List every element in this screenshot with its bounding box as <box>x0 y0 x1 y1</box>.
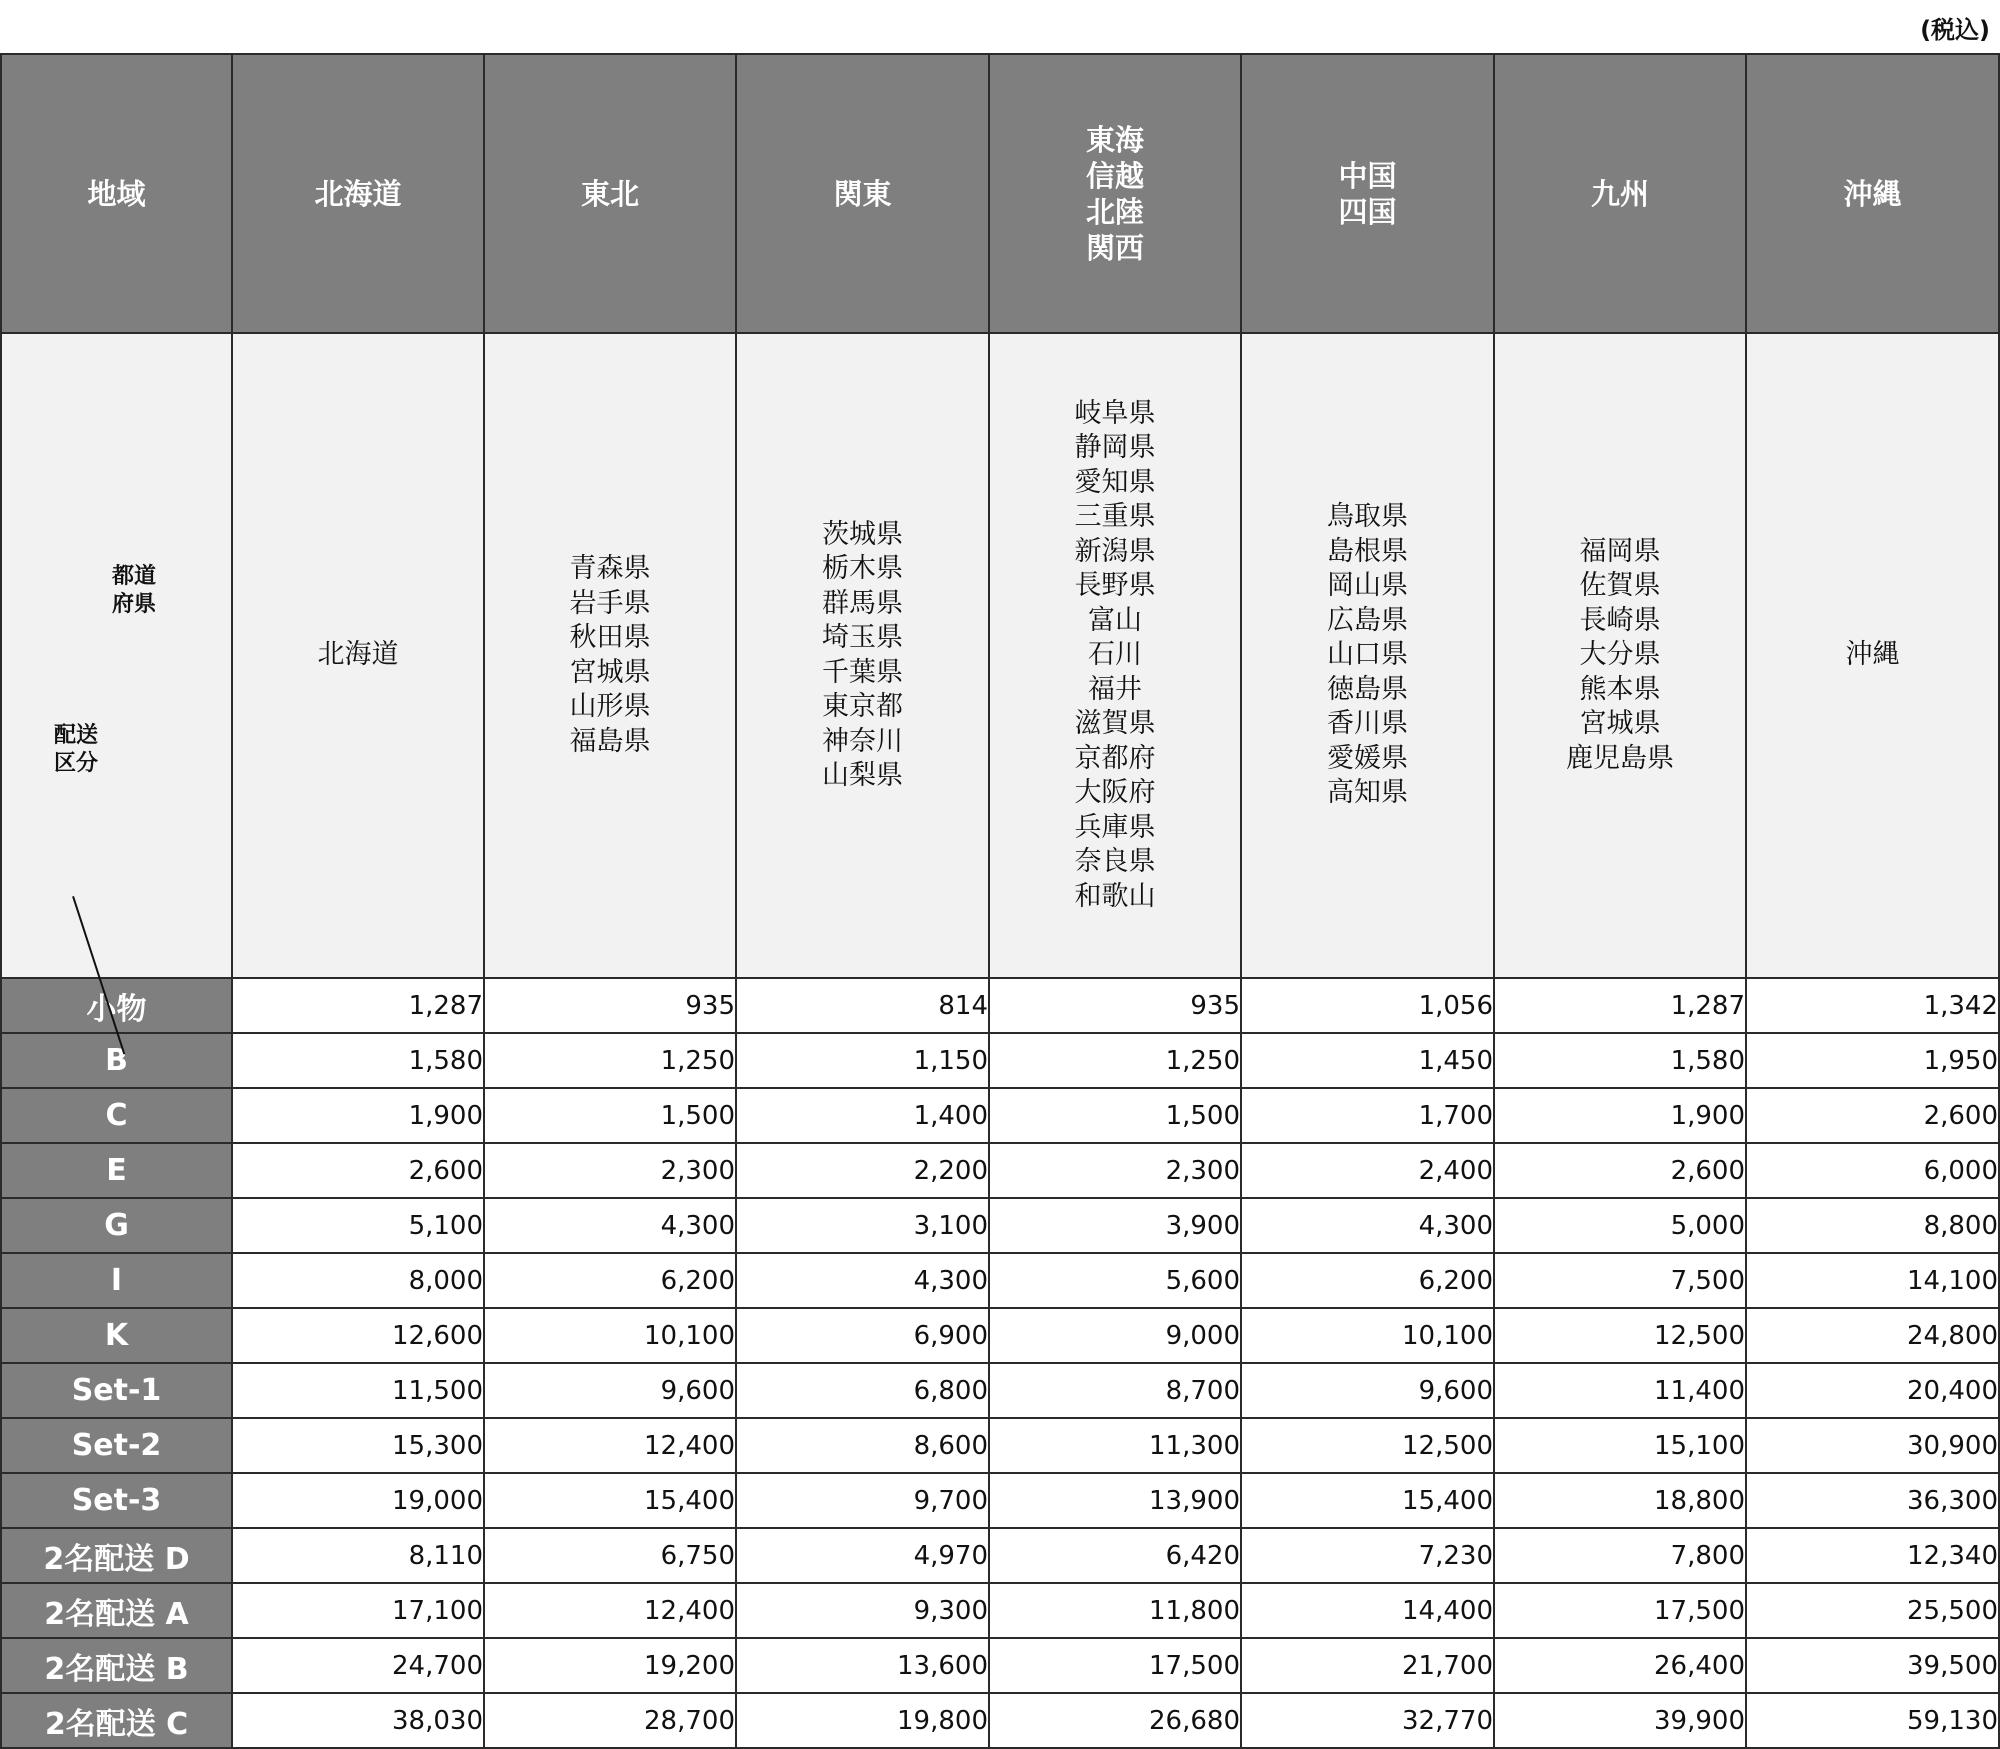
text-line: 信越 <box>1085 158 1144 193</box>
text-line: 沖縄 <box>1845 639 1900 671</box>
price-cell: 8,000 <box>232 1253 484 1308</box>
price-cell: 12,500 <box>1241 1418 1494 1473</box>
price-cell: 11,500 <box>232 1363 484 1418</box>
price-cell: 9,000 <box>989 1308 1241 1363</box>
delivery-class-label: 2名配送 C <box>1 1693 232 1748</box>
price-cell: 1,500 <box>484 1088 736 1143</box>
price-cell: 1,580 <box>1494 1033 1746 1088</box>
text-line: 東海 <box>1085 122 1144 157</box>
text-line: 静岡県 <box>1074 432 1156 464</box>
delivery-class-label: Set-3 <box>1 1473 232 1528</box>
price-cell: 38,030 <box>232 1693 484 1748</box>
delivery-class-label: Set-1 <box>1 1363 232 1418</box>
price-cell: 11,800 <box>989 1583 1241 1638</box>
price-cell: 19,200 <box>484 1638 736 1693</box>
price-cell: 17,500 <box>1494 1583 1746 1638</box>
text-line: 秋田県 <box>569 622 651 653</box>
price-cell: 2,600 <box>1746 1088 1999 1143</box>
region-header <box>736 54 989 333</box>
price-cell: 17,500 <box>989 1638 1241 1693</box>
price-cell: 26,400 <box>1494 1638 1746 1693</box>
price-cell: 6,200 <box>1241 1253 1494 1308</box>
text-line: 岡山県 <box>1327 570 1408 602</box>
text-line: 愛媛県 <box>1327 742 1408 774</box>
price-cell: 24,800 <box>1746 1308 1999 1363</box>
price-cell: 6,200 <box>484 1253 736 1308</box>
text-line: 島根県 <box>1327 535 1408 567</box>
prefecture-axis-label <box>112 563 156 619</box>
price-cell: 5,600 <box>989 1253 1241 1308</box>
price-cell: 4,300 <box>1241 1198 1494 1253</box>
prefecture-list <box>1241 333 1494 978</box>
price-cell: 1,450 <box>1241 1033 1494 1088</box>
price-cell: 1,500 <box>989 1088 1241 1143</box>
text-line: 関西 <box>1085 230 1144 265</box>
text-line: 埼玉県 <box>822 622 903 653</box>
text-line: 府県 <box>112 592 157 617</box>
text-line: 福井 <box>1088 673 1142 705</box>
text-line: 鳥取県 <box>1327 501 1408 533</box>
price-cell: 6,000 <box>1746 1143 1999 1198</box>
price-cell: 18,800 <box>1494 1473 1746 1528</box>
price-cell: 1,287 <box>232 978 484 1033</box>
rate-row <box>1 1528 1999 1583</box>
text-line: 滋賀県 <box>1074 708 1156 740</box>
text-line: 群馬県 <box>822 587 903 619</box>
text-line: 茨城県 <box>822 518 903 550</box>
price-cell: 7,500 <box>1494 1253 1746 1308</box>
price-cell: 24,700 <box>232 1638 484 1693</box>
corner-cell <box>1 333 232 978</box>
price-cell: 19,000 <box>232 1473 484 1528</box>
region-header <box>989 54 1241 333</box>
price-cell: 8,700 <box>989 1363 1241 1418</box>
price-cell: 15,300 <box>232 1418 484 1473</box>
delivery-class-label: B <box>1 1033 232 1088</box>
delivery-class-label: G <box>1 1198 232 1253</box>
delivery-class-label: 2名配送 B <box>1 1638 232 1693</box>
price-cell: 1,400 <box>736 1088 989 1143</box>
delivery-class-label: Set-2 <box>1 1418 232 1473</box>
price-cell: 39,900 <box>1494 1693 1746 1748</box>
rate-row <box>1 1363 1999 1418</box>
rate-row <box>1 1143 1999 1198</box>
text-line: 山口県 <box>1327 639 1408 671</box>
rate-row <box>1 1693 1999 1748</box>
text-line: 北海道 <box>317 639 399 671</box>
text-line: 北海道 <box>314 176 402 211</box>
text-line: 徳島県 <box>1327 673 1408 705</box>
rate-row <box>1 1253 1999 1308</box>
price-cell: 12,600 <box>232 1308 484 1363</box>
price-cell: 1,900 <box>232 1088 484 1143</box>
text-line: 三重県 <box>1074 501 1156 533</box>
price-cell: 20,400 <box>1746 1363 1999 1418</box>
price-cell: 9,300 <box>736 1583 989 1638</box>
price-cell: 7,800 <box>1494 1528 1746 1583</box>
price-cell: 3,900 <box>989 1198 1241 1253</box>
price-cell: 15,400 <box>1241 1473 1494 1528</box>
delivery-class-axis-label <box>54 722 98 778</box>
text-line: 神奈川 <box>822 725 903 757</box>
price-cell: 32,770 <box>1241 1693 1494 1748</box>
prefecture-list <box>484 333 736 978</box>
price-cell: 17,100 <box>232 1583 484 1638</box>
text-line: 宮城県 <box>569 656 651 688</box>
price-cell: 28,700 <box>484 1693 736 1748</box>
text-line: 都道 <box>112 564 157 589</box>
text-line: 鹿児島県 <box>1566 742 1674 774</box>
prefecture-list <box>1746 333 1999 978</box>
text-line: 佐賀県 <box>1579 570 1661 602</box>
price-cell: 9,600 <box>1241 1363 1494 1418</box>
delivery-class-label: K <box>1 1308 232 1363</box>
text-line: 大阪府 <box>1074 777 1156 809</box>
price-cell: 11,300 <box>989 1418 1241 1473</box>
text-line: 山形県 <box>569 691 651 722</box>
text-line: 奈良県 <box>1074 846 1156 878</box>
region-header <box>484 54 736 333</box>
rate-row <box>1 1308 1999 1363</box>
price-cell: 12,500 <box>1494 1308 1746 1363</box>
price-cell: 3,100 <box>736 1198 989 1253</box>
region-header-corner: 地域 <box>1 54 232 333</box>
price-cell: 814 <box>736 978 989 1033</box>
rate-row <box>1 1198 1999 1253</box>
text-line: 大分県 <box>1579 639 1661 671</box>
price-cell: 30,900 <box>1746 1418 1999 1473</box>
rate-row <box>1 1638 1999 1693</box>
price-cell: 1,700 <box>1241 1088 1494 1143</box>
price-cell: 8,110 <box>232 1528 484 1583</box>
price-cell: 2,600 <box>232 1143 484 1198</box>
price-cell: 1,287 <box>1494 978 1746 1033</box>
text-line: 富山 <box>1088 604 1142 636</box>
rate-row <box>1 1473 1999 1528</box>
price-cell: 4,970 <box>736 1528 989 1583</box>
price-cell: 1,950 <box>1746 1033 1999 1088</box>
prefecture-list <box>989 333 1241 978</box>
price-cell: 1,900 <box>1494 1088 1746 1143</box>
prefecture-list <box>232 333 484 978</box>
price-cell: 7,230 <box>1241 1528 1494 1583</box>
price-cell: 12,340 <box>1746 1528 1999 1583</box>
price-cell: 4,300 <box>484 1198 736 1253</box>
prefecture-list <box>1494 333 1746 978</box>
rate-row <box>1 1088 1999 1143</box>
text-line: 福岡県 <box>1579 535 1661 567</box>
price-cell: 2,400 <box>1241 1143 1494 1198</box>
text-line: 千葉県 <box>822 656 903 688</box>
region-header <box>1241 54 1494 333</box>
delivery-class-label: 2名配送 D <box>1 1528 232 1583</box>
text-line: 北陸 <box>1085 194 1144 229</box>
rate-row <box>1 1583 1999 1638</box>
price-cell: 1,250 <box>484 1033 736 1088</box>
rate-row <box>1 1033 1999 1088</box>
text-line: 長崎県 <box>1579 604 1661 636</box>
text-line: 沖縄 <box>1843 176 1902 211</box>
text-line: 四国 <box>1338 194 1397 229</box>
price-cell: 6,900 <box>736 1308 989 1363</box>
price-cell: 10,100 <box>1241 1308 1494 1363</box>
price-cell: 4,300 <box>736 1253 989 1308</box>
price-cell: 1,342 <box>1746 978 1999 1033</box>
price-cell: 26,680 <box>989 1693 1241 1748</box>
price-cell: 25,500 <box>1746 1583 1999 1638</box>
text-line: 東北 <box>580 176 639 211</box>
text-line: 福島県 <box>569 725 651 757</box>
price-cell: 1,580 <box>232 1033 484 1088</box>
price-cell: 21,700 <box>1241 1638 1494 1693</box>
prefecture-row <box>1 333 1999 978</box>
price-cell: 9,600 <box>484 1363 736 1418</box>
text-line: 高知県 <box>1327 777 1408 809</box>
price-cell: 9,700 <box>736 1473 989 1528</box>
price-cell: 6,750 <box>484 1528 736 1583</box>
text-line: 香川県 <box>1327 708 1408 740</box>
prefecture-list <box>736 333 989 978</box>
price-cell: 19,800 <box>736 1693 989 1748</box>
text-line: 新潟県 <box>1074 535 1156 567</box>
text-line: 宮城県 <box>1579 708 1661 740</box>
text-line: 九州 <box>1590 176 1649 211</box>
delivery-class-label: I <box>1 1253 232 1308</box>
rate-row <box>1 1418 1999 1473</box>
text-line: 京都府 <box>1074 742 1156 774</box>
text-line: 広島県 <box>1327 604 1408 636</box>
price-cell: 935 <box>484 978 736 1033</box>
region-header <box>1746 54 1999 333</box>
price-cell: 59,130 <box>1746 1693 1999 1748</box>
price-cell: 8,600 <box>736 1418 989 1473</box>
price-cell: 6,420 <box>989 1528 1241 1583</box>
price-cell: 2,300 <box>989 1143 1241 1198</box>
text-line: 和歌山 <box>1074 880 1156 912</box>
price-cell: 12,400 <box>484 1583 736 1638</box>
text-line: 熊本県 <box>1579 673 1661 705</box>
text-line: 石川 <box>1088 639 1142 671</box>
delivery-class-label: E <box>1 1143 232 1198</box>
text-line: 長野県 <box>1074 570 1156 602</box>
price-cell: 10,100 <box>484 1308 736 1363</box>
shipping-rate-table <box>0 53 2000 1749</box>
text-line: 関東 <box>833 176 892 211</box>
delivery-class-label: 2名配送 A <box>1 1583 232 1638</box>
price-cell: 6,800 <box>736 1363 989 1418</box>
text-line: 岐阜県 <box>1074 397 1156 429</box>
region-header-row <box>1 54 1999 333</box>
price-cell: 935 <box>989 978 1241 1033</box>
price-cell: 1,056 <box>1241 978 1494 1033</box>
text-line: 愛知県 <box>1074 466 1156 498</box>
price-cell: 13,900 <box>989 1473 1241 1528</box>
region-header <box>1494 54 1746 333</box>
price-cell: 2,600 <box>1494 1143 1746 1198</box>
text-line: 兵庫県 <box>1074 811 1156 843</box>
text-line: 栃木県 <box>822 553 903 584</box>
region-header <box>232 54 484 333</box>
price-cell: 2,300 <box>484 1143 736 1198</box>
price-cell: 15,100 <box>1494 1418 1746 1473</box>
price-cell: 14,100 <box>1746 1253 1999 1308</box>
delivery-class-label: 小物 <box>1 978 232 1033</box>
text-line: 中国 <box>1338 158 1397 193</box>
price-cell: 36,300 <box>1746 1473 1999 1528</box>
price-cell: 15,400 <box>484 1473 736 1528</box>
text-line: 配送 <box>54 723 99 748</box>
price-cell: 8,800 <box>1746 1198 1999 1253</box>
text-line: 青森県 <box>569 553 651 584</box>
text-line: 岩手県 <box>569 587 651 619</box>
text-line: 山梨県 <box>822 760 903 791</box>
price-cell: 2,200 <box>736 1143 989 1198</box>
price-cell: 1,250 <box>989 1033 1241 1088</box>
delivery-class-label: C <box>1 1088 232 1143</box>
price-cell: 14,400 <box>1241 1583 1494 1638</box>
price-cell: 5,000 <box>1494 1198 1746 1253</box>
text-line: 区分 <box>54 751 99 776</box>
price-cell: 5,100 <box>232 1198 484 1253</box>
rate-row <box>1 978 1999 1033</box>
price-cell: 11,400 <box>1494 1363 1746 1418</box>
price-cell: 1,150 <box>736 1033 989 1088</box>
text-line: 東京都 <box>822 691 903 722</box>
price-cell: 13,600 <box>736 1638 989 1693</box>
price-cell: 39,500 <box>1746 1638 1999 1693</box>
tax-included-note: (税込) <box>1920 16 1990 44</box>
price-cell: 12,400 <box>484 1418 736 1473</box>
